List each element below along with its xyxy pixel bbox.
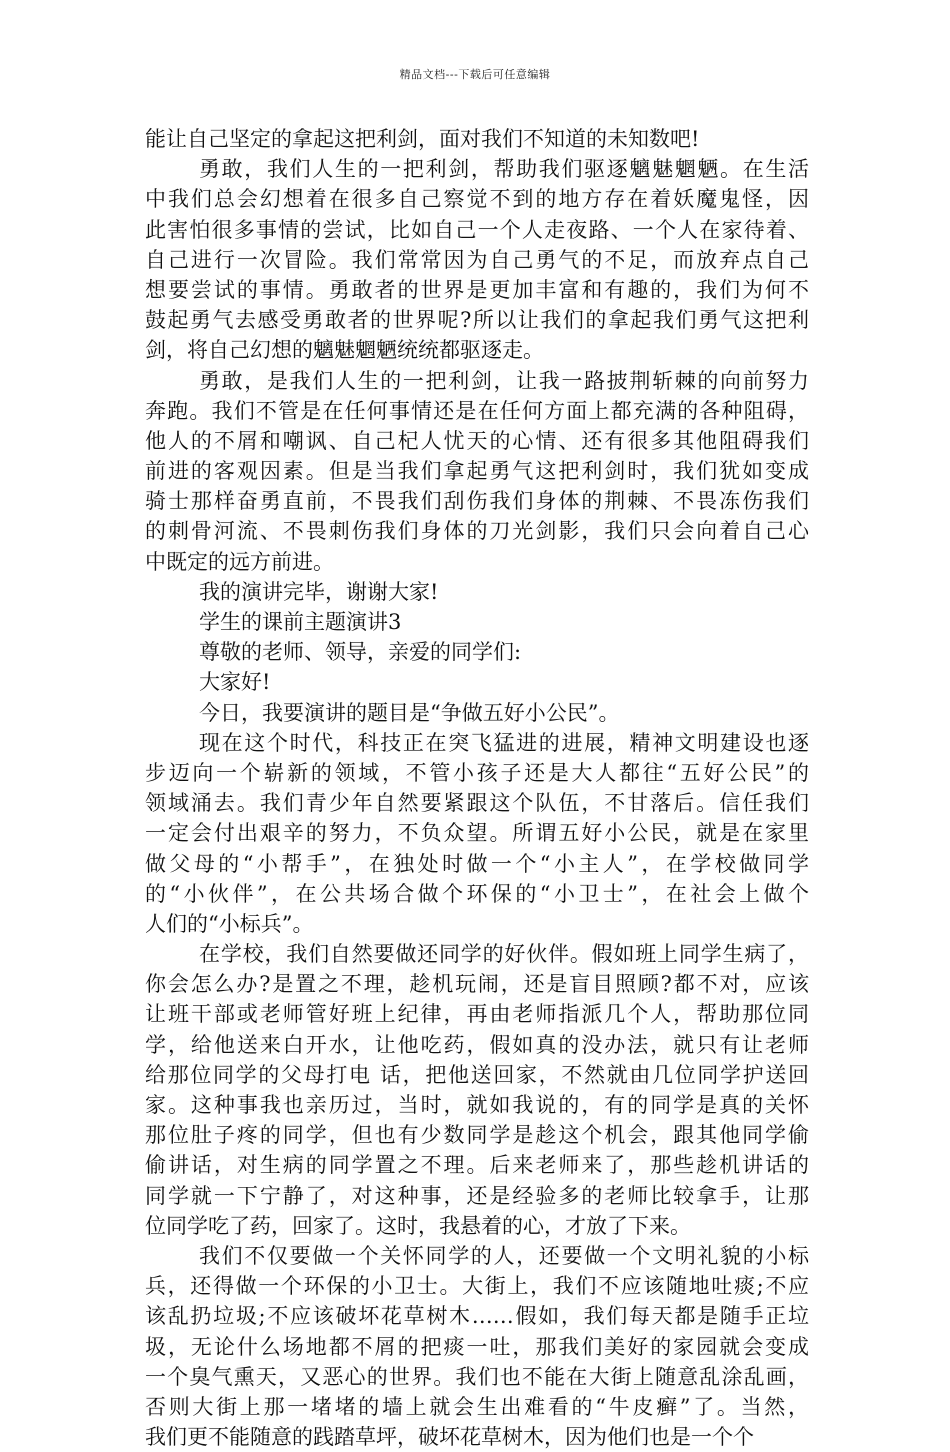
text-line: 那位肚子疼的同学，但也有少数同学是趁这个机会，跟其他同学偷 <box>145 1123 809 1148</box>
text-line: 今日，我要演讲的题目是“争做五好小公民”。 <box>199 700 620 725</box>
text-line: 的“小伙伴”，在公共场合做个环保的“小卫士”，在社会上做个 <box>145 881 809 906</box>
paragraph <box>145 1241 809 1452</box>
text-line: 尊敬的老师、领导，亲爱的同学们: <box>199 640 522 665</box>
text-line: 自己进行一次冒险。我们常常因为自己勇气的不足，而放弃点自己 <box>145 247 809 272</box>
paragraph <box>145 667 809 697</box>
text-line: 鼓起勇气去感受勇敢者的世界呢?所以让我们的拿起我们勇气这把利 <box>145 308 809 333</box>
text-line: 给那位同学的父母打电 话，把他送回家，不然就由几位同学护送回 <box>145 1062 809 1087</box>
text-line: 一定会付出艰辛的努力，不负众望。所谓五好小公民，就是在家里 <box>145 821 809 846</box>
text-line: 能让自己坚定的拿起这把利剑，面对我们不知道的未知数吧! <box>145 127 700 151</box>
text-line: 我的演讲完毕，谢谢大家! <box>199 579 439 604</box>
text-line: 学生的课前主题演讲3 <box>199 610 402 634</box>
text-line: 在学校，我们自然要做还同学的好伙伴。假如班上同学生病了， <box>199 942 809 967</box>
text-line: 想要尝试的事情。勇敢者的世界是更加丰富和有趣的，我们为何不 <box>145 277 809 302</box>
text-line: 该乱扔垃圾;不应该破坏花草树木……假如，我们每天都是随手正垃 <box>145 1304 809 1329</box>
text-line: 你会怎么办?是置之不理，趁机玩闹，还是盲目照顾?都不对，应该 <box>145 972 809 997</box>
text-line: 家。这种事我也亲历过，当时，就如我说的，有的同学是真的关怀 <box>145 1093 809 1117</box>
paragraph <box>145 698 809 728</box>
text-line: 中既定的远方前进。 <box>145 549 334 574</box>
text-line: 偷讲话，对生病的同学置之不理。后来老师来了，那些趁机讲话的 <box>145 1153 809 1178</box>
text-line: 勇敢，我们人生的一把利剑，帮助我们驱逐魑魅魍魉。在生活 <box>199 157 809 182</box>
paragraph <box>145 366 809 577</box>
text-line: 兵，还得做一个环保的小卫士。大街上，我们不应该随地吐痰;不应 <box>145 1274 809 1299</box>
paragraph <box>145 637 809 667</box>
text-line: 此害怕很多事情的尝试，比如自己一个人走夜路、一个人在家待着、 <box>145 217 809 242</box>
text-line: 我们不仅要做一个关怀同学的人，还要做一个文明礼貌的小标 <box>199 1243 809 1268</box>
page-header: 精品文档---下载后可任意编辑 <box>399 68 551 81</box>
paragraph <box>145 577 809 607</box>
text-line: 奔跑。我们不管是在任何事情还是在任何方面上都充满的各种阻碍， <box>145 398 809 423</box>
paragraph <box>145 607 809 637</box>
text-line: 同学就一下宁静了，对这种事，还是经验多的老师比较拿手，让那 <box>145 1183 809 1208</box>
paragraph <box>145 154 809 365</box>
paragraph <box>145 124 809 154</box>
text-line: 大家好! <box>199 670 271 695</box>
text-line: 剑，将自己幻想的魑魅魍魉统统都驱逐走。 <box>145 338 544 363</box>
text-line: 我们更不能随意的践踏草坪，破坏花草树木，因为他们也是一个个 <box>145 1425 754 1450</box>
text-line: 否则大街上那一堵堵的墙上就会生出难看的“牛皮癣”了。当然， <box>145 1394 809 1419</box>
text-line: 圾，无论什么场地都不屑的把痰一吐，那我们美好的家园就会变成 <box>145 1334 809 1359</box>
text-line: 他人的不屑和嘲讽、自己杞人忧天的心情、还有很多其他阻碍我们 <box>145 428 809 453</box>
text-line: 学，给他送来白开水，让他吃药，假如真的没办法，就只有让老师 <box>145 1032 809 1057</box>
text-line: 骑士那样奋勇直前，不畏我们刮伤我们身体的荆棘、不畏冻伤我们 <box>145 489 809 514</box>
paragraph <box>145 939 809 1241</box>
text-line: 现在这个时代，科技正在突飞猛进的进展，精神文明建设也逐 <box>199 730 809 755</box>
text-line: 勇敢，是我们人生的一把利剑，让我一路披荆斩棘的向前努力 <box>199 368 809 393</box>
text-line: 领域涌去。我们青少年自然要紧跟这个队伍，不甘落后。信任我们 <box>145 791 809 816</box>
text-line: 人们的“小标兵”。 <box>145 911 314 936</box>
text-line: 的刺骨河流、不畏刺伤我们身体的刀光剑影，我们只会向着自己心 <box>145 519 809 544</box>
text-line: 做父母的“小帮手”，在独处时做一个“小主人”，在学校做同学 <box>145 851 809 876</box>
document-body <box>145 124 809 1452</box>
text-line: 步迈向一个崭新的领域，不管小孩子还是大人都往“五好公民”的 <box>145 760 809 785</box>
text-line: 一个臭气熏天，又恶心的世界。我们也不能在大街上随意乱涂乱画， <box>145 1364 809 1389</box>
text-line: 位同学吃了药，回家了。这时，我悬着的心，才放了下来。 <box>145 1213 691 1238</box>
text-line: 让班干部或老师管好班上纪律，再由老师指派几个人，帮助那位同 <box>145 1002 809 1027</box>
text-line: 前进的客观因素。但是当我们拿起勇气这把利剑时，我们犹如变成 <box>145 459 809 484</box>
paragraph <box>145 728 809 939</box>
text-line: 中我们总会幻想着在很多自己察觉不到的地方存在着妖魔鬼怪，因 <box>145 187 809 212</box>
